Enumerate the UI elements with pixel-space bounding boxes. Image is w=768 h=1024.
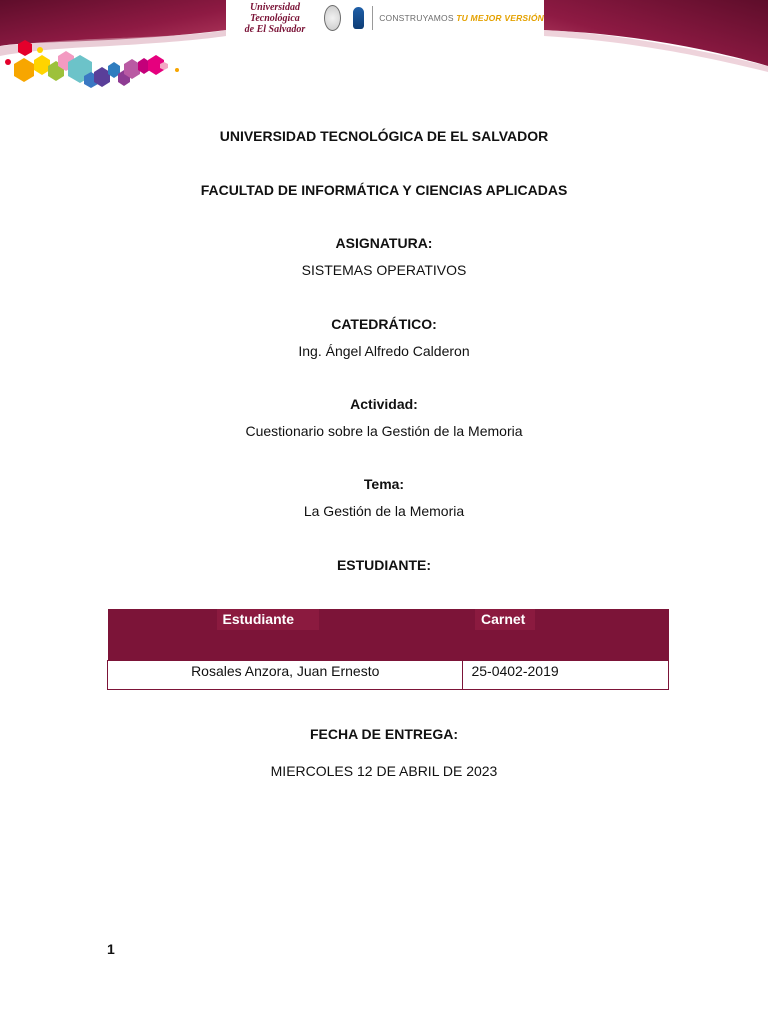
university-logo <box>226 0 544 36</box>
accreditation-badge-icon <box>353 7 365 29</box>
subject-value: SISTEMAS OPERATIVOS <box>301 262 467 278</box>
table-cell <box>463 661 669 690</box>
due-date-value: MIERCOLES 12 DE ABRIL DE 2023 <box>270 763 498 779</box>
faculty-name: FACULTAD DE INFORMÁTICA Y CIENCIAS APLICADAS <box>200 182 568 198</box>
activity-value: Cuestionario sobre la Gestión de la Memoria <box>245 423 523 439</box>
university-name: UNIVERSIDAD TECNOLÓGICA DE EL SALVADOR <box>219 128 549 144</box>
table-header-row <box>108 609 669 661</box>
due-date-label: FECHA DE ENTREGA: <box>309 726 459 742</box>
column-header-carnet: Carnet <box>475 609 535 630</box>
professor-label: CATEDRÁTICO: <box>331 316 437 332</box>
logo-line-1: Universidad Tecnológica <box>249 1 300 24</box>
activity-label: Actividad: <box>350 396 418 412</box>
table-header-cell <box>108 609 463 661</box>
table-header-cell <box>463 609 669 661</box>
column-header-student: Estudiante <box>217 609 319 630</box>
topic-label: Tema: <box>363 476 405 492</box>
university-seal-icon <box>324 5 341 31</box>
student-section-label: ESTUDIANTE: <box>336 557 432 573</box>
table-row <box>108 661 669 690</box>
table-cell <box>108 661 463 690</box>
logo-slogan <box>379 13 544 23</box>
logo-line-2: de El Salvador <box>244 23 306 35</box>
topic-value: La Gestión de la Memoria <box>303 503 465 519</box>
subject-label: ASIGNATURA: <box>335 235 433 251</box>
slogan-highlight: TU MEJOR VERSIÓN <box>456 13 544 23</box>
professor-value: Ing. Ángel Alfredo Calderon <box>298 343 470 359</box>
hexagon-decoration <box>5 40 179 88</box>
page-number: 1 <box>107 941 115 957</box>
student-name: Rosales Anzora, Juan Ernesto <box>191 663 380 679</box>
slogan-prefix: CONSTRUYAMOS <box>379 13 454 23</box>
student-table <box>107 609 669 690</box>
header-banner <box>0 0 768 92</box>
student-carnet: 25-0402-2019 <box>471 663 559 679</box>
logo-wordmark <box>232 2 318 35</box>
logo-divider <box>372 6 373 30</box>
